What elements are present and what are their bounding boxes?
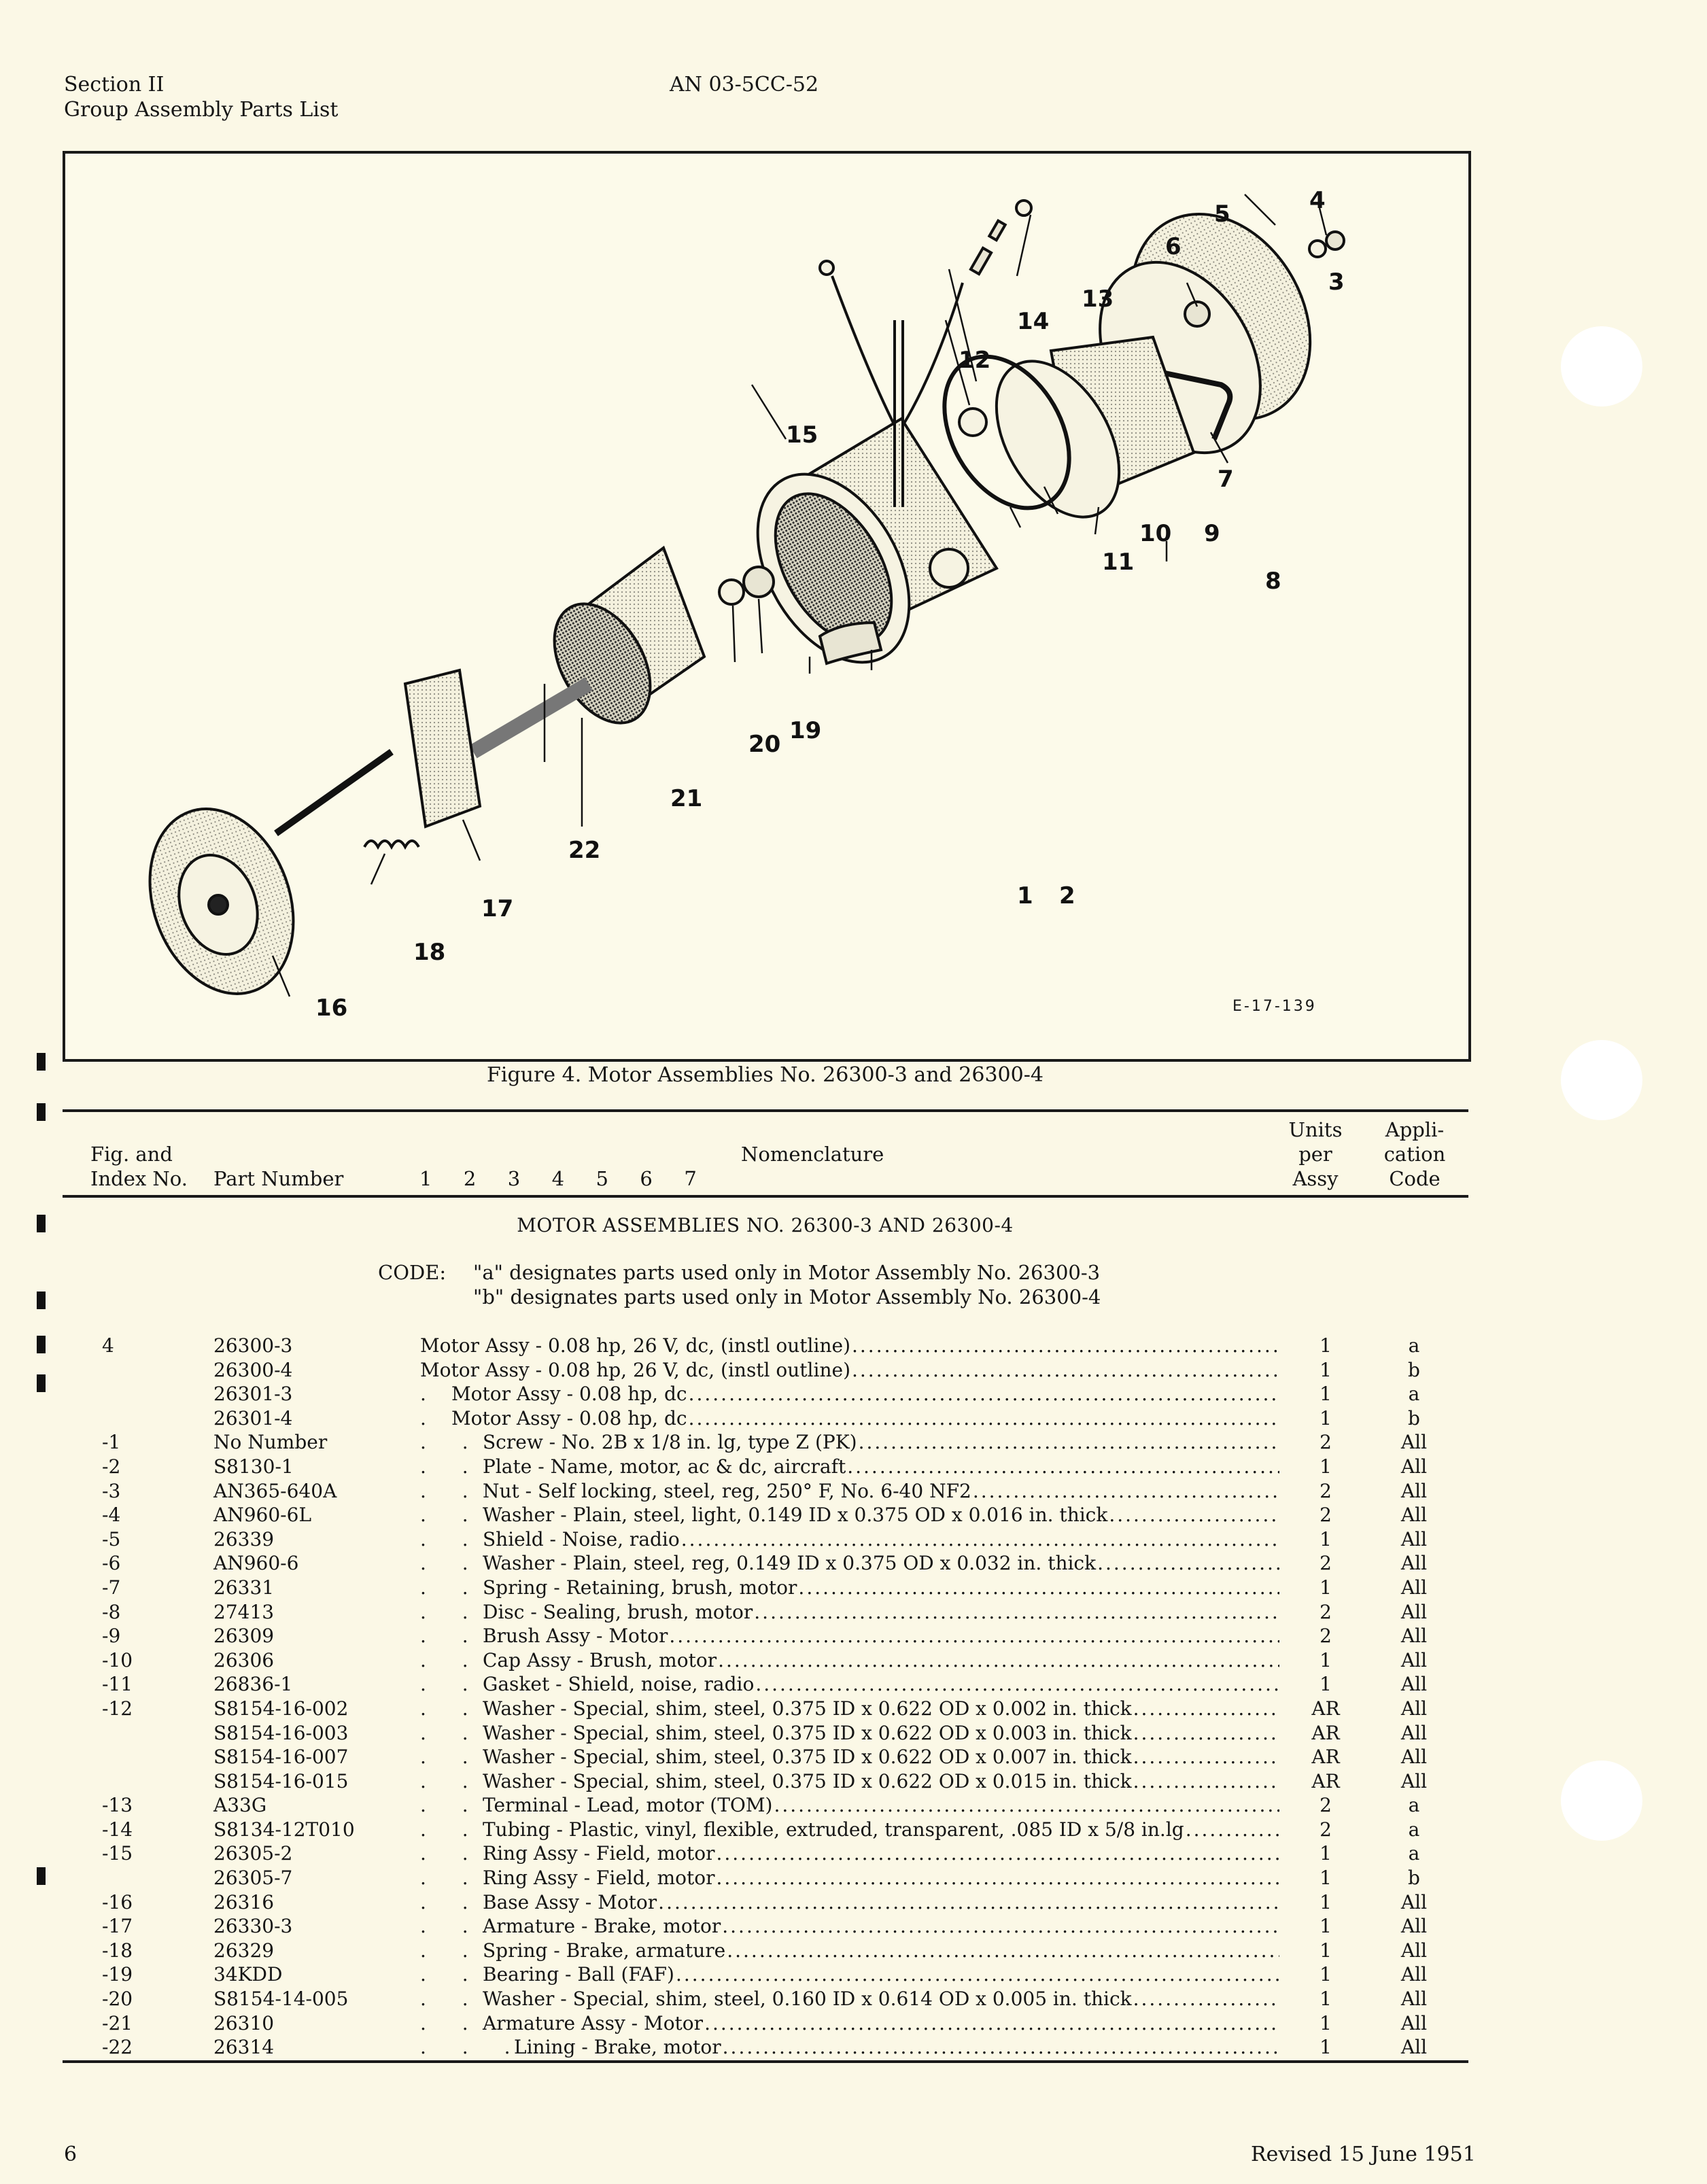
col-app-line1: Appli- bbox=[1385, 1118, 1445, 1141]
table-row bbox=[0, 1939, 1530, 1963]
nomenclature: . . Washer - Special, shim, steel, 0.160 ID x 0.614 OD x 0.005 in. thick ..... bbox=[420, 1987, 1279, 2011]
units-per-assy: 1 bbox=[1320, 1334, 1332, 1357]
units-per-assy: 2 bbox=[1320, 1431, 1332, 1454]
table-row bbox=[0, 2011, 1530, 2036]
dot-leader bbox=[847, 1455, 1279, 1479]
dot-leader bbox=[1133, 1697, 1279, 1721]
table-row bbox=[0, 2035, 1530, 2060]
application-code: All bbox=[1400, 2011, 1428, 2034]
nomenclature: . . Armature Assy - Motor ..... bbox=[420, 2011, 1279, 2036]
index-number: 4 bbox=[102, 1334, 114, 1357]
callout-10: 10 bbox=[1139, 520, 1172, 547]
callout-9: 9 bbox=[1204, 520, 1220, 547]
parts-list bbox=[0, 1334, 1530, 2060]
change-bar bbox=[37, 1103, 46, 1121]
part-19-bearing bbox=[744, 567, 774, 597]
dot-leader bbox=[704, 2011, 1279, 2036]
application-code: b bbox=[1408, 1406, 1420, 1429]
units-per-assy: 2 bbox=[1320, 1818, 1332, 1841]
callout-2: 2 bbox=[1059, 882, 1075, 909]
callout-5: 5 bbox=[1214, 201, 1230, 228]
units-per-assy: 2 bbox=[1320, 1552, 1332, 1575]
units-per-assy: 2 bbox=[1320, 1794, 1332, 1817]
nomenclature: . . Bearing - Ball (FAF) ..... bbox=[420, 1962, 1279, 1987]
units-per-assy: 1 bbox=[1320, 1842, 1332, 1865]
application-code: All bbox=[1400, 1915, 1428, 1938]
index-number: -14 bbox=[102, 1818, 133, 1841]
units-per-assy: 1 bbox=[1320, 1455, 1332, 1478]
nomenclature: . . Tubing - Plastic, vinyl, flexible, extruded, transparent, .085 ID x 5/8 in.lg ..... bbox=[420, 1818, 1279, 1842]
dot-leader bbox=[1097, 1551, 1279, 1576]
code-a-note: "a" designates parts used only in Motor Assembly No. 26300-3 bbox=[473, 1261, 1101, 1284]
application-code: All bbox=[1400, 1988, 1428, 2011]
dot-leader bbox=[852, 1358, 1279, 1383]
table-row bbox=[0, 1745, 1530, 1769]
units-per-assy: 1 bbox=[1320, 1988, 1332, 2011]
units-per-assy: AR bbox=[1311, 1721, 1340, 1744]
part-number: S8154-14-005 bbox=[213, 1988, 349, 2011]
dot-leader bbox=[658, 1890, 1279, 1915]
callout-14: 14 bbox=[1017, 308, 1050, 335]
page-number: 6 bbox=[64, 2143, 77, 2166]
index-number: -6 bbox=[102, 1552, 121, 1575]
nomenclature: . . Brush Assy - Motor ..... bbox=[420, 1624, 1279, 1648]
part-16-base bbox=[125, 752, 392, 1014]
col-indent-levels: 1 2 3 4 5 6 7 bbox=[419, 1167, 697, 1190]
units-per-assy: 2 bbox=[1320, 1625, 1332, 1648]
nomenclature: . . Washer - Special, shim, steel, 0.375 ID x 0.622 OD x 0.003 in. thick ..... bbox=[420, 1721, 1279, 1746]
dot-leader bbox=[718, 1648, 1279, 1673]
callout-3: 3 bbox=[1328, 268, 1345, 296]
nomenclature: . . Shield - Noise, radio ..... bbox=[420, 1527, 1279, 1552]
table-row bbox=[0, 1866, 1530, 1890]
index-number: -7 bbox=[102, 1576, 121, 1599]
application-code: All bbox=[1400, 1769, 1428, 1792]
units-per-assy: 1 bbox=[1320, 1406, 1332, 1429]
table-row bbox=[0, 1455, 1530, 1479]
dot-leader bbox=[754, 1600, 1279, 1625]
nomenclature: . . Disc - Sealing, brush, motor ..... bbox=[420, 1600, 1279, 1625]
index-number: -16 bbox=[102, 1890, 133, 1913]
table-row bbox=[0, 1793, 1530, 1818]
application-code: b bbox=[1408, 1867, 1420, 1890]
application-code: All bbox=[1400, 1431, 1428, 1454]
index-number: -4 bbox=[102, 1504, 121, 1527]
table-row bbox=[0, 1648, 1530, 1673]
dot-leader bbox=[689, 1406, 1279, 1431]
nomenclature: . . Cap Assy - Brush, motor ..... bbox=[420, 1648, 1279, 1673]
nomenclature: Motor Assy - 0.08 hp, 26 V, dc, (instl outline) ..... bbox=[420, 1334, 1279, 1358]
application-code: a bbox=[1408, 1383, 1420, 1406]
col-units-line1: Units bbox=[1288, 1118, 1343, 1141]
nomenclature: . Motor Assy - 0.08 hp, dc ..... bbox=[420, 1382, 1279, 1406]
dot-leader bbox=[727, 1939, 1279, 1963]
col-index-line1: Fig. and bbox=[90, 1143, 173, 1166]
dot-leader bbox=[722, 1914, 1279, 1939]
part-number: S8154-16-003 bbox=[213, 1721, 349, 1744]
part-number: 26300-4 bbox=[213, 1358, 293, 1381]
nomenclature: Motor Assy - 0.08 hp, 26 V, dc, (instl outline) ..... bbox=[420, 1358, 1279, 1383]
table-row bbox=[0, 1769, 1530, 1794]
part-number: AN960-6L bbox=[213, 1504, 312, 1527]
col-app-line2: cation bbox=[1383, 1143, 1446, 1166]
units-per-assy: 1 bbox=[1320, 1527, 1332, 1550]
callout-6: 6 bbox=[1165, 233, 1182, 260]
part-21-armature bbox=[473, 548, 704, 752]
drawing-number: E-17-139 bbox=[1232, 998, 1317, 1015]
index-number: -3 bbox=[102, 1479, 121, 1502]
dot-leader bbox=[723, 2035, 1279, 2060]
table-row bbox=[0, 1358, 1530, 1383]
part-10-brush-cap bbox=[971, 337, 1194, 538]
part-number: 26305-7 bbox=[213, 1867, 293, 1890]
application-code: All bbox=[1400, 1648, 1428, 1671]
col-units-line3: Assy bbox=[1292, 1167, 1339, 1190]
part-number: 26339 bbox=[213, 1527, 275, 1550]
part-12-shim bbox=[959, 409, 986, 436]
units-per-assy: 1 bbox=[1320, 1358, 1332, 1381]
application-code: All bbox=[1400, 1576, 1428, 1599]
application-code: a bbox=[1408, 1794, 1420, 1817]
dot-leader bbox=[716, 1866, 1279, 1890]
part-number: 26329 bbox=[213, 1939, 275, 1962]
part-number: 34KDD bbox=[213, 1963, 283, 1986]
nomenclature: . . Ring Assy - Field, motor ..... bbox=[420, 1841, 1279, 1866]
table-row bbox=[0, 1624, 1530, 1648]
index-number: -12 bbox=[102, 1697, 133, 1720]
section-subtitle: Group Assembly Parts List bbox=[64, 98, 339, 122]
table-header-rule bbox=[63, 1195, 1468, 1198]
index-number: -1 bbox=[102, 1431, 121, 1454]
table-row bbox=[0, 1382, 1530, 1406]
binder-hole bbox=[1561, 326, 1642, 406]
part-number: 26301-3 bbox=[213, 1383, 293, 1406]
application-code: a bbox=[1408, 1842, 1420, 1865]
nomenclature: . . Washer - Plain, steel, reg, 0.149 ID x 0.375 OD x 0.032 in. thick ..... bbox=[420, 1551, 1279, 1576]
units-per-assy: 1 bbox=[1320, 1890, 1332, 1913]
dot-leader bbox=[798, 1576, 1279, 1600]
index-number: -8 bbox=[102, 1600, 121, 1623]
index-number: -19 bbox=[102, 1963, 133, 1986]
table-row bbox=[0, 1841, 1530, 1866]
callout-22: 22 bbox=[568, 837, 601, 864]
units-per-assy: 1 bbox=[1320, 1383, 1332, 1406]
dot-leader bbox=[973, 1479, 1279, 1504]
part-number: 26836-1 bbox=[213, 1673, 293, 1696]
part-number: 26310 bbox=[213, 2011, 275, 2034]
units-per-assy: 1 bbox=[1320, 1673, 1332, 1696]
part-number: No Number bbox=[213, 1431, 328, 1454]
dot-leader bbox=[1133, 1745, 1279, 1769]
dot-leader bbox=[676, 1962, 1279, 1987]
index-number: -5 bbox=[102, 1527, 121, 1550]
table-row bbox=[0, 1914, 1530, 1939]
code-label: CODE: bbox=[378, 1261, 447, 1284]
index-number: -15 bbox=[102, 1842, 133, 1865]
dot-leader bbox=[1133, 1721, 1279, 1746]
index-number: -21 bbox=[102, 2011, 133, 2034]
index-number: -20 bbox=[102, 1988, 133, 2011]
application-code: All bbox=[1400, 1600, 1428, 1623]
col-part-number: Part Number bbox=[213, 1167, 344, 1190]
part-number: S8154-16-002 bbox=[213, 1697, 349, 1720]
application-code: All bbox=[1400, 1939, 1428, 1962]
figure-caption: Figure 4. Motor Assemblies No. 26300-3 and 26300-4 bbox=[487, 1063, 1044, 1087]
table-row bbox=[0, 1430, 1530, 1455]
table-row bbox=[0, 1503, 1530, 1527]
units-per-assy: 1 bbox=[1320, 1915, 1332, 1938]
application-code: All bbox=[1400, 1625, 1428, 1648]
part-number: S8154-16-015 bbox=[213, 1769, 349, 1792]
nomenclature: . . Washer - Plain, steel, light, 0.149 ID x 0.375 OD x 0.016 in. thick ..... bbox=[420, 1503, 1279, 1527]
callout-12: 12 bbox=[959, 347, 991, 374]
application-code: All bbox=[1400, 1479, 1428, 1502]
units-per-assy: 2 bbox=[1320, 1600, 1332, 1623]
index-number: -2 bbox=[102, 1455, 121, 1478]
dot-leader bbox=[1133, 1987, 1279, 2011]
part-number: 26314 bbox=[213, 2036, 275, 2059]
part-number: 26316 bbox=[213, 1890, 275, 1913]
part-number: 26331 bbox=[213, 1576, 275, 1599]
table-row bbox=[0, 1527, 1530, 1552]
index-number: -18 bbox=[102, 1939, 133, 1962]
application-code: All bbox=[1400, 1697, 1428, 1720]
dot-leader bbox=[859, 1430, 1279, 1455]
application-code: All bbox=[1400, 1890, 1428, 1913]
part-number: S8154-16-007 bbox=[213, 1746, 349, 1769]
nomenclature: . . Washer - Special, shim, steel, 0.375 ID x 0.622 OD x 0.002 in. thick ..... bbox=[420, 1697, 1279, 1721]
units-per-assy: AR bbox=[1311, 1746, 1340, 1769]
code-b-note: "b" designates parts used only in Motor Assembly No. 26300-4 bbox=[473, 1285, 1101, 1308]
nomenclature: . . Washer - Special, shim, steel, 0.375 ID x 0.622 OD x 0.015 in. thick ..... bbox=[420, 1769, 1279, 1794]
application-code: All bbox=[1400, 1963, 1428, 1986]
callout-4: 4 bbox=[1309, 187, 1326, 214]
revision-date: Revised 15 June 1951 bbox=[1251, 2143, 1476, 2166]
part-number: 26300-3 bbox=[213, 1334, 293, 1357]
dot-leader bbox=[1186, 1818, 1279, 1842]
units-per-assy: 1 bbox=[1320, 2011, 1332, 2034]
index-number: -10 bbox=[102, 1648, 133, 1671]
application-code: a bbox=[1408, 1334, 1420, 1357]
callout-13: 13 bbox=[1082, 285, 1114, 313]
dot-leader bbox=[755, 1672, 1279, 1697]
part-17-brake-disc bbox=[405, 670, 480, 827]
part-3-nut bbox=[1326, 232, 1344, 249]
application-code: b bbox=[1408, 1358, 1420, 1381]
callout-16: 16 bbox=[315, 994, 348, 1022]
nomenclature: . . Ring Assy - Field, motor ..... bbox=[420, 1866, 1279, 1890]
col-nomenclature: Nomenclature bbox=[741, 1143, 884, 1166]
binder-hole bbox=[1561, 1040, 1642, 1120]
table-row bbox=[0, 1987, 1530, 2011]
application-code: All bbox=[1400, 1746, 1428, 1769]
dot-leader bbox=[774, 1793, 1279, 1818]
application-code: All bbox=[1400, 1552, 1428, 1575]
units-per-assy: AR bbox=[1311, 1769, 1340, 1792]
part-number: AN960-6 bbox=[213, 1552, 299, 1575]
table-row bbox=[0, 1479, 1530, 1504]
units-per-assy: 1 bbox=[1320, 1963, 1332, 1986]
callout-17: 17 bbox=[481, 895, 514, 922]
table-row bbox=[0, 1334, 1530, 1358]
application-code: All bbox=[1400, 1455, 1428, 1478]
callout-19: 19 bbox=[789, 717, 822, 744]
nomenclature: . . Washer - Special, shim, steel, 0.375 ID x 0.622 OD x 0.007 in. thick ..... bbox=[420, 1745, 1279, 1769]
nomenclature: . . Armature - Brake, motor ..... bbox=[420, 1914, 1279, 1939]
index-number: -22 bbox=[102, 2036, 133, 2059]
table-row bbox=[0, 1672, 1530, 1697]
part-number: 26301-4 bbox=[213, 1406, 293, 1429]
part-number: S8130-1 bbox=[213, 1455, 294, 1478]
callout-18: 18 bbox=[413, 939, 446, 966]
table-bottom-rule bbox=[63, 2060, 1468, 2063]
application-code: All bbox=[1400, 2036, 1428, 2059]
index-number: -11 bbox=[102, 1673, 133, 1696]
binder-hole bbox=[1561, 1761, 1642, 1841]
callout-15: 15 bbox=[786, 421, 818, 449]
units-per-assy: 1 bbox=[1320, 1576, 1332, 1599]
motor-exploded-diagram bbox=[65, 154, 1468, 1059]
exploded-view-figure bbox=[63, 151, 1471, 1062]
nomenclature: . . Base Assy - Motor ..... bbox=[420, 1890, 1279, 1915]
application-code: All bbox=[1400, 1721, 1428, 1744]
dot-leader bbox=[689, 1382, 1279, 1406]
dot-leader bbox=[669, 1624, 1279, 1648]
part-number: 26306 bbox=[213, 1648, 275, 1671]
part-18-spring bbox=[364, 841, 419, 847]
callout-7: 7 bbox=[1218, 466, 1234, 493]
nomenclature: . . Gasket - Shield, noise, radio ..... bbox=[420, 1672, 1279, 1697]
part-number: A33G bbox=[213, 1794, 267, 1817]
callout-20: 20 bbox=[748, 731, 781, 758]
dot-leader bbox=[1109, 1503, 1279, 1527]
units-per-assy: AR bbox=[1311, 1697, 1340, 1720]
application-code: All bbox=[1400, 1504, 1428, 1527]
units-per-assy: 2 bbox=[1320, 1504, 1332, 1527]
table-row bbox=[0, 1721, 1530, 1746]
units-per-assy: 1 bbox=[1320, 1867, 1332, 1890]
nomenclature: . . Terminal - Lead, motor (TOM) ..... bbox=[420, 1793, 1279, 1818]
table-row bbox=[0, 1962, 1530, 1987]
nomenclature: . . Spring - Brake, armature ..... bbox=[420, 1939, 1279, 1963]
nomenclature: . Motor Assy - 0.08 hp, dc ..... bbox=[420, 1406, 1279, 1431]
section-label: Section II bbox=[64, 73, 165, 97]
callout-11: 11 bbox=[1102, 549, 1135, 576]
table-row bbox=[0, 1818, 1530, 1842]
table-top-rule bbox=[63, 1109, 1468, 1112]
index-number: -17 bbox=[102, 1915, 133, 1938]
col-app-line3: Code bbox=[1389, 1167, 1441, 1190]
part-4-washer bbox=[1309, 241, 1326, 257]
table-row bbox=[0, 1890, 1530, 1915]
application-code: a bbox=[1408, 1818, 1420, 1841]
part-number: 26330-3 bbox=[213, 1915, 293, 1938]
part-number: 26309 bbox=[213, 1625, 275, 1648]
callout-1: 1 bbox=[1017, 882, 1033, 909]
dot-leader bbox=[716, 1841, 1279, 1866]
nomenclature: . . Nut - Self locking, steel, reg, 250° F, No. 6-40 NF2 ..... bbox=[420, 1479, 1279, 1504]
index-number: -13 bbox=[102, 1794, 133, 1817]
table-row bbox=[0, 1406, 1530, 1431]
table-row bbox=[0, 1697, 1530, 1721]
part-number: 26305-2 bbox=[213, 1842, 293, 1865]
table-row bbox=[0, 1576, 1530, 1600]
index-number: -9 bbox=[102, 1625, 121, 1648]
table-row bbox=[0, 1600, 1530, 1625]
dot-leader bbox=[852, 1334, 1279, 1358]
part-number: 27413 bbox=[213, 1600, 275, 1623]
table-row bbox=[0, 1551, 1530, 1576]
application-code: All bbox=[1400, 1673, 1428, 1696]
part-20-washer bbox=[719, 580, 744, 604]
units-per-assy: 1 bbox=[1320, 1648, 1332, 1671]
units-per-assy: 2 bbox=[1320, 1479, 1332, 1502]
nomenclature: . . Screw - No. 2B x 1/8 in. lg, type Z (PK) ..... bbox=[420, 1430, 1279, 1455]
units-per-assy: 1 bbox=[1320, 2036, 1332, 2059]
part-number: AN365-640A bbox=[213, 1479, 337, 1502]
nomenclature: . . Plate - Name, motor, ac & dc, aircraft ..... bbox=[420, 1455, 1279, 1479]
dot-leader bbox=[681, 1527, 1279, 1552]
nomenclature: . . Spring - Retaining, brush, motor ..... bbox=[420, 1576, 1279, 1600]
col-index-line2: Index No. bbox=[90, 1167, 188, 1190]
part-number: S8134-12T010 bbox=[213, 1818, 355, 1841]
nomenclature: . . . Lining - Brake, motor ..... bbox=[420, 2035, 1279, 2060]
units-per-assy: 1 bbox=[1320, 1939, 1332, 1962]
col-units-line2: per bbox=[1298, 1143, 1332, 1166]
document-number: AN 03-5CC-52 bbox=[670, 73, 819, 97]
callout-8: 8 bbox=[1265, 568, 1281, 595]
dot-leader bbox=[1133, 1769, 1279, 1794]
application-code: All bbox=[1400, 1527, 1428, 1550]
callout-21: 21 bbox=[670, 785, 703, 812]
assembly-section-title: MOTOR ASSEMBLIES NO. 26300-3 AND 26300-4 bbox=[517, 1214, 1014, 1236]
change-bar bbox=[37, 1292, 46, 1309]
